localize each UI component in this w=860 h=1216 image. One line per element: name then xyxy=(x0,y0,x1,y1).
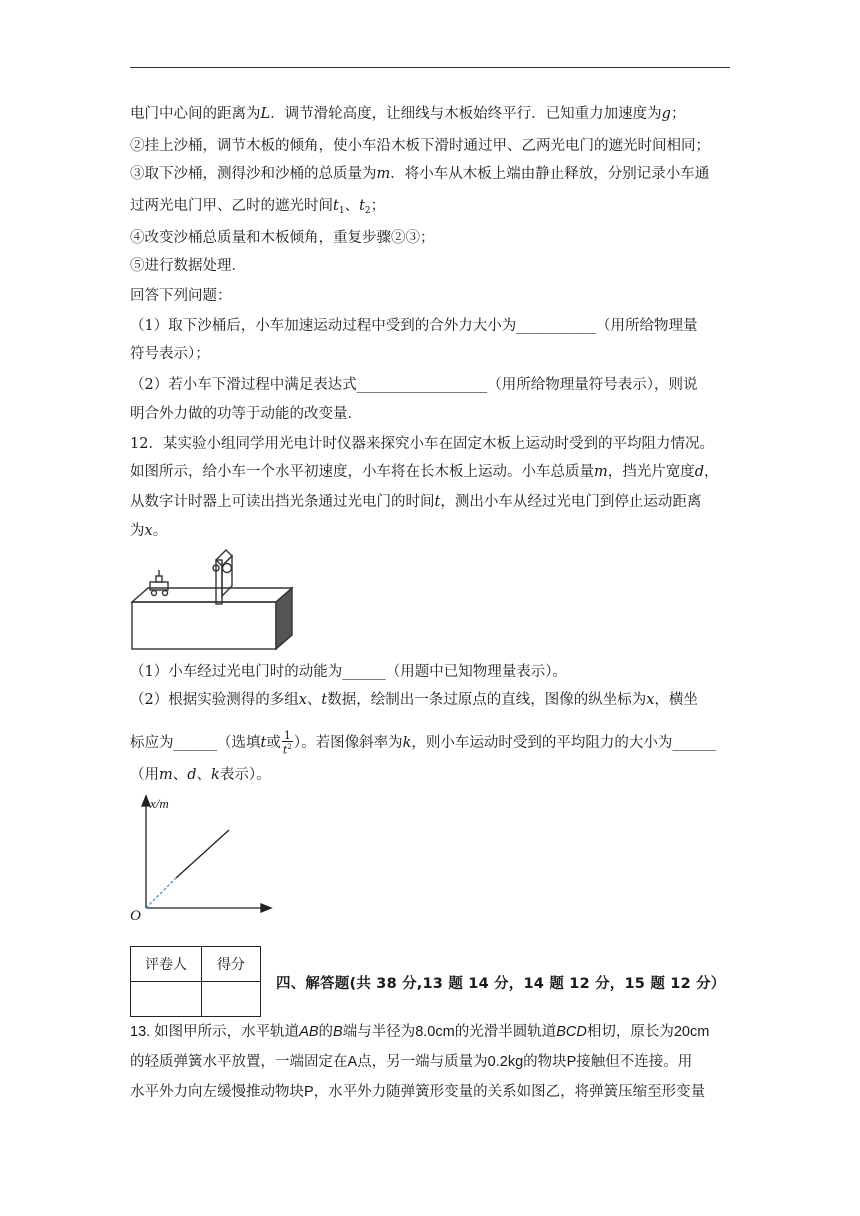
section-title: 四、解答题(共 38 分,13 题 14 分，14 题 12 分，15 题 12 分） xyxy=(276,976,726,992)
text-line: 电门中心间的距离为L．调节滑轮高度，让细线与木板始终平行．已知重力加速度为g； xyxy=(130,106,686,122)
question-11-1: （1）取下沙桶后，小车加速运动过程中受到的合外力大小为___________（用所给物理量 xyxy=(130,318,698,334)
step-3-cont: 过两光电门甲、乙时的遮光时间$t_1$、$t_2$； xyxy=(130,198,386,216)
question-12-stem-4: 为x。 xyxy=(130,523,168,539)
question-12-stem-3: 从数字计时器上可读出挡光条通过光电门的时间t，测出小车从经过光电门到停止运动距离 xyxy=(130,494,702,510)
question-11-2-cont: 明合外力做的功等于动能的改变量． xyxy=(130,406,362,422)
question-11-1-cont: 符号表示）； xyxy=(130,346,210,362)
question-13-line-2: 的轻质弹簧水平放置，一端固定在A点，另一端与质量为0.2kg的物块P接触但不连接。用 xyxy=(130,1054,693,1070)
question-12-stem: 12．某实验小组同学用光电计时仪器来探究小车在固定木板上运动时受到的平均阻力情况。 xyxy=(130,436,714,452)
y-axis-label: x/m xyxy=(150,796,169,811)
question-12-1: （1）小车经过光电门时的动能为______（用题中已知物理量表示）。 xyxy=(130,664,567,680)
data-line xyxy=(176,830,229,878)
question-11-2: （2）若小车下滑过程中满足表达式__________________（用所给物理量符号表示），则说 xyxy=(130,377,698,393)
step-5: ⑤进行数据处理． xyxy=(130,258,246,274)
step-4: ④改变沙桶总质量和木板倾角，重复步骤②③； xyxy=(130,230,435,246)
grader-cell xyxy=(131,982,202,1017)
question-13-line-1: 13. 如图甲所示，水平轨道AB的B端与半径为8.0cm的光滑半圆轨道BCD相切，原长为20cm xyxy=(130,1024,710,1040)
step-3: ③取下沙桶，测得沙和沙桶的总质量为m．将小车从木板上端由静止释放，分别记录小车通 xyxy=(130,166,710,182)
origin-label: O xyxy=(130,908,141,922)
grader-header: 评卷人 xyxy=(131,947,202,982)
apparatus-figure xyxy=(128,546,298,652)
score-header: 得分 xyxy=(202,947,261,982)
answer-intro: 回答下列问题： xyxy=(130,288,232,304)
score-table xyxy=(130,946,261,1017)
step-2: ②挂上沙桶，调节木板的倾角，使小车沿木板下滑时通过甲、乙两光电门的遮光时间相同； xyxy=(130,138,710,154)
question-12-2: （2）根据实验测得的多组x、t数据，绘制出一条过原点的直线，图像的纵坐标为x，横坐 xyxy=(130,692,698,708)
question-12-2-cont: 标应为______（选填t或 $\frac{1}{t^2}$ ）。若图像斜率为k，则小车运动时受到的平均阻力的大小为______ xyxy=(130,729,716,757)
question-12-2-note: （用m、d、k表示）。 xyxy=(130,767,271,783)
score-cell xyxy=(202,982,261,1017)
question-12-stem-2: 如图所示，给小车一个水平初速度，小车将在长木板上运动。小车总质量m，挡光片宽度d， xyxy=(130,464,719,480)
one-over-t-squared: $\frac{1}{t^2}$ xyxy=(282,729,292,757)
header-rule xyxy=(130,67,730,68)
x-graph xyxy=(126,790,276,922)
extrapolation-dashed xyxy=(146,878,176,908)
question-13-line-3: 水平外力向左缓慢推动物块P，水平外力随弹簧形变量的关系如图乙，将弹簧压缩至形变量 xyxy=(130,1084,706,1100)
